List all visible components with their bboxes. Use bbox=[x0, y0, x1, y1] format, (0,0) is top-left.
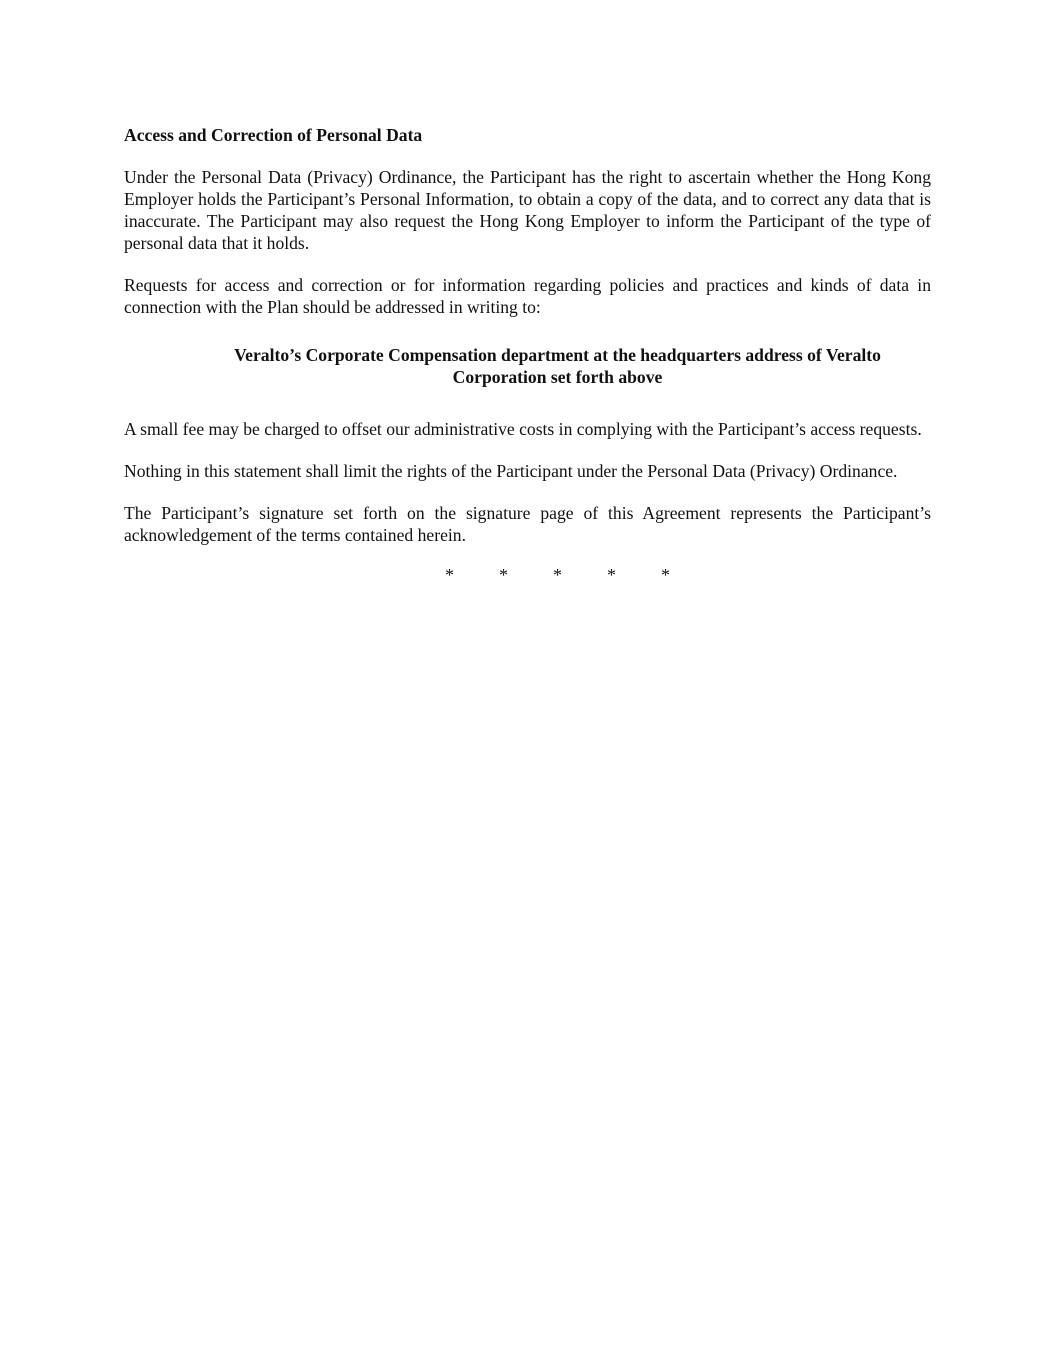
separator-star: * bbox=[607, 565, 616, 585]
paragraph-fee: A small fee may be charged to offset our administrative costs in complying with the Participant’s access requests. bbox=[124, 419, 922, 439]
paragraph-access-rights: Under the Personal Data (Privacy) Ordinance, the Participant has the right to ascertain whether the Hong Kong Employer holds the Participant’s Personal Information, to obtain a copy of the data, and to correct any data that is inaccurate. The Participant may also request the Hong Kong Employer to inform the Participant of the type of personal data that it holds. bbox=[124, 167, 931, 253]
separator-star: * bbox=[445, 565, 454, 585]
address-block bbox=[124, 344, 931, 388]
section-heading: Access and Correction of Personal Data bbox=[124, 125, 423, 145]
section-separator bbox=[124, 564, 931, 586]
separator-star: * bbox=[499, 565, 508, 585]
address-line-1: Veralto’s Corporate Compensation department at the headquarters address of Veralto bbox=[234, 345, 881, 365]
paragraph-requests: Requests for access and correction or for information regarding policies and practices and kinds of data in connection with the Plan should be addressed in writing to: bbox=[124, 275, 931, 317]
separator-star: * bbox=[553, 565, 562, 585]
paragraph-signature: The Participant’s signature set forth on the signature page of this Agreement represents the Participant’s acknowledgement of the terms contained herein. bbox=[124, 503, 931, 545]
document-body bbox=[124, 124, 931, 586]
separator-star: * bbox=[661, 565, 670, 585]
paragraph-rights-limit: Nothing in this statement shall limit the rights of the Participant under the Personal Data (Privacy) Ordinance. bbox=[124, 461, 898, 481]
address-line-2: Corporation set forth above bbox=[452, 367, 663, 387]
